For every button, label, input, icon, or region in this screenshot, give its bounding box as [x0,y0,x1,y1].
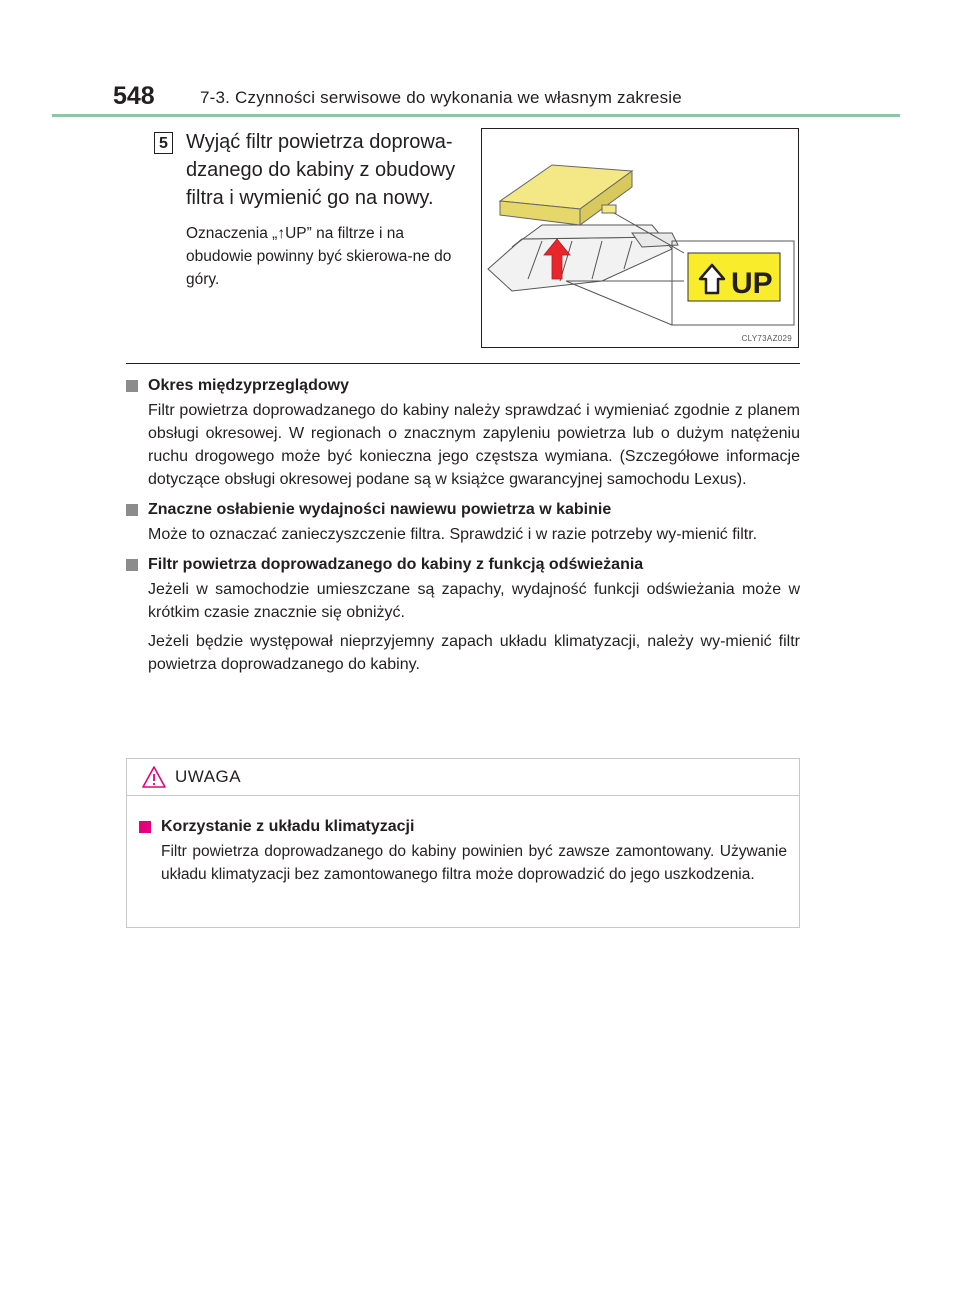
info-block [126,373,800,491]
figure-code: CLY73AZ029 [741,334,792,343]
info-block-title: Znaczne osłabienie wydajności nawiewu powietrza w kabinie [126,497,800,523]
caution-title: Korzystanie z układu klimatyzacji [139,814,787,840]
info-paragraph: Może to oznaczać zanieczyszczenie filtra. Sprawdzić i w razie potrzeby wy-mienić filtr. [148,526,758,543]
info-paragraph: Filtr powietrza doprowadzanego do kabiny należy sprawdzać i wymieniać zgodnie z planem obsługi okresowej. W regionach o znacznym zapyleniu powietrza lub o dużym natężeniu ruchu drogowego może być konieczna jego częstsza wymiana. (Szczegółowe informacje dotyczące obsługi okresowej podane są w książce gwarancyjnej samochodu Lexus). [148,402,800,488]
caution-box [126,758,800,928]
header-divider [52,114,900,117]
square-bullet-icon [139,821,151,833]
info-block-body [126,523,800,546]
page-number: 548 [113,82,155,110]
filter-illustration [481,128,799,348]
square-bullet-icon [126,380,138,392]
step-note: Oznaczenia „↑UP” na filtrze i na obudowie powinny być skierowa-ne do góry. [186,225,452,288]
info-block [126,552,800,676]
page-header [0,0,960,120]
info-block-body [126,399,800,491]
info-paragraph: Jeżeli w samochodzie umieszczane są zapachy, wydajność funkcji odświeżania może w krótkim czasie znacznie się obniżyć. [148,581,800,621]
section-title: 7-3. Czynności serwisowe do wykonania we własnym zakresie [200,88,682,107]
warning-triangle-icon [141,765,167,789]
info-block-title: Filtr powietrza doprowadzanego do kabiny z funkcją odświeżania [126,552,800,578]
caution-text: Filtr powietrza doprowadzanego do kabiny powinien być zawsze zamontowany. Używanie układu klimatyzacji bez zamontowanego filtra może doprowadzić do jego uszkodzenia. [161,843,787,883]
step-number-badge: 5 [154,132,173,154]
info-blocks [126,373,800,682]
section-divider [126,363,800,364]
caution-body [127,796,799,886]
square-bullet-icon [126,504,138,516]
info-block-body [126,578,800,676]
caution-header [127,759,799,796]
filter-element-shape [500,165,632,225]
caution-label: UWAGA [175,767,242,786]
up-label-text: UP [731,267,773,300]
info-block [126,497,800,546]
filter-replacement-drawing [482,129,800,349]
info-paragraph: Jeżeli będzie występował nieprzyjemny zapach układu klimatyzacji, należy wy-mienić filtr powietrza doprowadzanego do kabiny. [148,633,800,673]
step-instruction: Wyjąć filtr powietrza doprowa-dzanego do kabiny z obudowy filtra i wymienić go na nowy. [186,131,456,209]
square-bullet-icon [126,559,138,571]
info-block-title: Okres międzyprzeglądowy [126,373,800,399]
